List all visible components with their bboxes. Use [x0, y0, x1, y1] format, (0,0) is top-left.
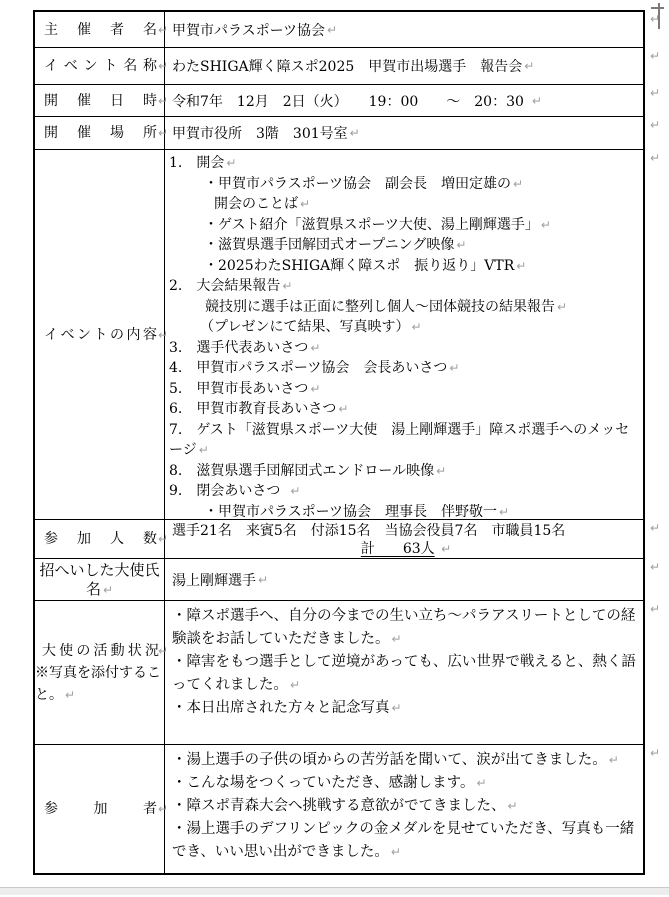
- paragraph-mark-icon: ↵: [476, 776, 487, 790]
- report-table: [33, 10, 645, 875]
- ambassador-label-cell: [35, 559, 165, 600]
- organizer-value: 甲賀市パラスポーツ協会: [172, 22, 326, 39]
- activity-label-line2: [35, 662, 164, 706]
- paragraph-mark-icon: ↵: [300, 197, 311, 211]
- ambassador-value-cell: [165, 559, 643, 600]
- event-value-cell: [165, 48, 643, 84]
- content-line: 9. 閉会あいさつ ↵: [169, 483, 301, 499]
- end-of-row-mark-icon: ↵: [650, 118, 661, 132]
- paragraph-mark-icon: ↵: [411, 320, 422, 334]
- paragraph-mark-icon: ↵: [507, 799, 518, 813]
- paragraph-mark-icon: ↵: [102, 582, 114, 597]
- activity-bullet: ・障害をもつ選手として逆境があっても、広い世界で戦えると、熱く語ってくれました。 ↵: [172, 654, 636, 693]
- paragraph-mark-icon: ↵: [157, 59, 168, 73]
- paragraph-mark-icon: ↵: [516, 258, 527, 273]
- venue-label-text: 開 催 場 所: [44, 125, 157, 141]
- end-of-row-mark-icon: ↵: [650, 602, 661, 616]
- paragraph-mark-icon: ↵: [310, 381, 321, 396]
- end-of-row-mark-icon: ↵: [650, 86, 661, 100]
- paragraph-mark-icon: ↵: [282, 279, 293, 293]
- organizer-label: [35, 20, 168, 40]
- row-event-name: [35, 47, 643, 84]
- count-value-cell: [165, 520, 643, 558]
- paragraph-mark-icon: ↵: [391, 701, 402, 715]
- content-line: 1. 開会 ↵: [169, 155, 237, 171]
- content-line: ・2025わたSHIGA輝く障スポ 振り返り」VTR ↵: [204, 257, 527, 274]
- ambassador-label-text: 招へいした大使氏名: [39, 560, 160, 598]
- content-line: 7. ゲスト「滋賀県スポーツ大使 湯上剛輝選手」障スポ選手へのメッセージ ↵: [169, 421, 630, 458]
- activity-bullet: ・本日出席された方々と記念写真 ↵: [172, 700, 402, 716]
- content-line: 8. 滋賀県選手団解団式エンドロール映像 ↵: [169, 462, 447, 479]
- feedback-bullet: ・湯上選手の子供の頃からの苦労話を聞いて、涙が出てきました。 ↵: [172, 752, 619, 768]
- activity-bullet: ・障スポ選手へ、自分の今までの生い立ち～パラアスリートとしての経験談をお話していただきました。 ↵: [172, 608, 636, 647]
- venue-label: [35, 123, 168, 143]
- paragraph-mark-icon: ↵: [157, 643, 168, 658]
- paragraph-mark-icon: ↵: [226, 156, 237, 170]
- count-total-line: [172, 540, 640, 558]
- paragraph-mark-icon: ↵: [349, 126, 360, 140]
- paragraph-mark-icon: ↵: [391, 632, 402, 646]
- datetime-label-cell: [35, 85, 168, 116]
- paragraph-mark-icon: ↵: [540, 217, 551, 232]
- organizer-label-text: 主 催 者 名: [44, 21, 157, 38]
- end-of-row-mark-icon: ↵: [650, 560, 661, 574]
- activity-label-text2: ※写真を添付すること。: [35, 664, 161, 703]
- paragraph-mark-icon: ↵: [157, 802, 168, 816]
- content-label-cell: [35, 150, 168, 519]
- paragraph-mark-icon: ↵: [338, 402, 349, 416]
- content-line: （プレゼンにて結果、写真映す） ↵: [200, 319, 422, 335]
- content-line: ・ゲスト紹介「滋賀県スポーツ大使、湯上剛輝選手」 ↵: [204, 216, 551, 233]
- event-label-text: イ ベ ン ト 名 称: [44, 58, 157, 74]
- feedback-bullet: ・障スポ青森大会へ挑戦する意欲がでてきました、 ↵: [172, 798, 518, 814]
- feedback-value-cell: [165, 745, 643, 873]
- paragraph-mark-icon: ↵: [157, 126, 168, 140]
- paragraph-mark-icon: ↵: [456, 238, 467, 252]
- count-label-text: 参 加 人 数: [44, 531, 157, 547]
- feedback-label: [35, 799, 168, 819]
- content-line: ・甲賀市パラスポーツ協会 副会長 増田定雄の ↵: [204, 175, 524, 192]
- datetime-label: [35, 91, 168, 111]
- paragraph-mark-icon: ↵: [608, 753, 619, 767]
- feedback-bullet: ・こんな場をつくっていただき、感謝します。 ↵: [172, 775, 487, 791]
- paragraph-mark-icon: ↵: [513, 176, 524, 191]
- end-of-row-mark-icon: ↵: [650, 12, 661, 26]
- row-ambassador-name: [35, 558, 643, 600]
- activity-label-line1: [35, 640, 168, 662]
- paragraph-mark-icon: ↵: [441, 542, 452, 556]
- count-label-cell: [35, 520, 168, 558]
- feedback-bullet: ・湯上選手のデフリンピックの金メダルを見せていただき、写真も一緒でき、いい思い出ができました。 ↵: [172, 821, 635, 860]
- paragraph-mark-icon: ↵: [157, 327, 168, 342]
- paragraph-mark-icon: ↵: [449, 361, 460, 375]
- paragraph-mark-icon: ↵: [327, 22, 338, 37]
- end-of-row-mark-icon: ↵: [650, 521, 661, 535]
- content-label: [35, 325, 168, 345]
- paragraph-mark-icon: ↵: [531, 93, 542, 108]
- ambassador-value: 湯上剛輝選手: [172, 572, 256, 589]
- feedback-label-cell: [35, 745, 168, 873]
- end-of-row-mark-icon: ↵: [650, 49, 661, 63]
- content-line: 3. 選手代表あいさつ ↵: [169, 339, 321, 356]
- paragraph-mark-icon: ↵: [290, 484, 301, 498]
- paragraph-mark-icon: ↵: [65, 687, 76, 702]
- paragraph-mark-icon: ↵: [436, 463, 447, 478]
- venue-value-cell: [165, 117, 643, 149]
- event-value: わたSHIGA輝く障スポ2025 甲賀市出場選手 報告会: [172, 59, 523, 75]
- content-line: 開会のことば ↵: [214, 196, 311, 212]
- content-line: 6. 甲賀市教育長あいさつ ↵: [169, 401, 349, 417]
- event-label-cell: [35, 48, 168, 84]
- row-participants-count: [35, 519, 643, 558]
- activity-label-text1: 大 使 の 活 動 状 況: [42, 642, 159, 659]
- venue-label-cell: [35, 117, 168, 149]
- end-of-row-mark-icon: ↵: [650, 746, 661, 760]
- paragraph-mark-icon: ↵: [157, 93, 168, 108]
- row-organizer: [35, 12, 643, 47]
- content-line: ・甲賀市パラスポーツ協会 理事長 伴野敬一 ↵: [204, 503, 510, 519]
- count-label: [35, 529, 168, 549]
- paragraph-mark-icon: ↵: [290, 678, 301, 692]
- paragraph-mark-icon: ↵: [557, 299, 568, 314]
- count-total: 計 63人: [360, 541, 435, 557]
- content-value-cell: [165, 150, 643, 519]
- content-line: 2. 大会結果報告 ↵: [169, 278, 293, 294]
- anchor-tick: [651, 7, 664, 9]
- row-ambassador-activity: [35, 600, 643, 744]
- content-label-text: イ ベ ン ト の 内 容: [44, 326, 157, 343]
- paragraph-mark-icon: ↵: [390, 845, 401, 859]
- content-line: ・滋賀県選手団解団式オープニング映像 ↵: [204, 237, 467, 253]
- paragraph-mark-icon: ↵: [524, 59, 535, 73]
- event-label: [35, 56, 168, 76]
- paragraph-mark-icon: ↵: [198, 443, 209, 457]
- ambassador-label: [35, 561, 164, 599]
- content-line: 4. 甲賀市パラスポーツ協会 会長あいさつ ↵: [169, 360, 460, 376]
- row-venue: [35, 116, 643, 149]
- paragraph-mark-icon: ↵: [258, 572, 269, 587]
- feedback-label-text: 参 加 者: [44, 801, 157, 817]
- row-event-content: [35, 149, 643, 519]
- row-participants-feedback: [35, 744, 643, 873]
- organizer-label-cell: [35, 12, 168, 47]
- paragraph-mark-icon: ↵: [157, 532, 168, 546]
- activity-label-cell: [35, 601, 168, 744]
- end-of-row-mark-icon: ↵: [650, 151, 661, 165]
- venue-value: 甲賀市役所 3階 301号室: [172, 126, 348, 142]
- organizer-value-cell: [165, 12, 643, 47]
- page-bottom-divider: [0, 887, 669, 895]
- activity-value-cell: [165, 601, 643, 744]
- row-datetime: [35, 84, 643, 116]
- content-line: 競技別に選手は正面に整列し個人～団体競技の結果報告 ↵: [205, 298, 568, 315]
- paragraph-mark-icon: ↵: [157, 22, 168, 37]
- datetime-value: 令和7年 12月 2日（火） 19：00 ～ 20：30: [172, 93, 524, 110]
- datetime-value-cell: [165, 85, 643, 116]
- datetime-label-text: 開 催 日 時: [44, 92, 157, 109]
- paragraph-mark-icon: ↵: [310, 340, 321, 355]
- content-line: 5. 甲賀市長あいさつ ↵: [169, 380, 321, 397]
- count-breakdown: 選手21名 来賓5名 付添15名 当協会役員7名 市職員15名: [172, 523, 566, 539]
- paragraph-mark-icon: ↵: [499, 504, 510, 519]
